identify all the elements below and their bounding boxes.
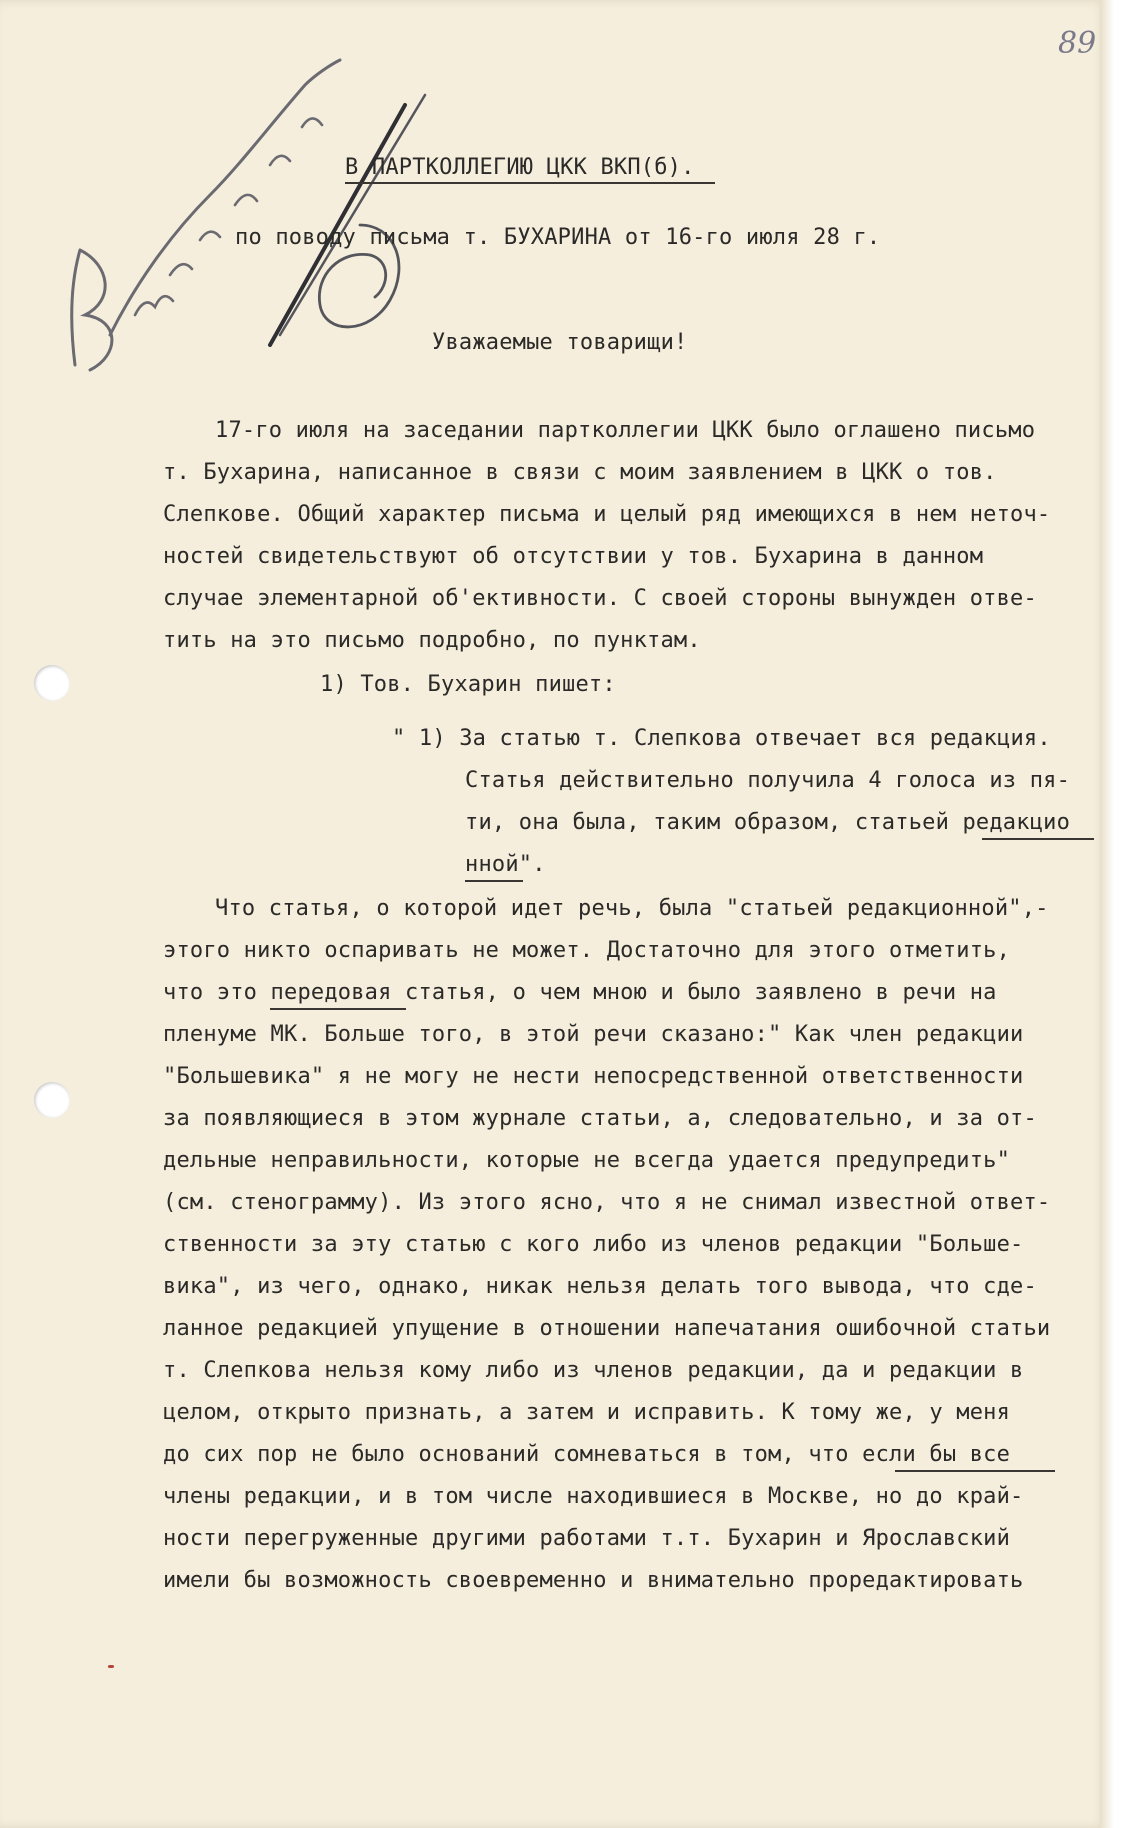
text-line: члены редакции, и в том числе находившиеся в Москве, но до край- (163, 1484, 1024, 1509)
page-edge (1100, 0, 1114, 1828)
text-line: имели бы возможность своевременно и внимательно проредактировать (163, 1568, 1024, 1593)
punch-hole (34, 665, 70, 701)
text-line: случае элементарной об'ективности. С своей стороны вынужден отве- (163, 586, 1037, 611)
quote-line: " 1) За статью т. Слепкова отвечает вся редакция. (392, 726, 1051, 751)
text-line: ственности за эту статью с кого либо из членов редакции "Больше- (163, 1232, 1024, 1257)
page-number: 89 (1058, 26, 1097, 61)
quote-line: ти, она была, таким образом, статьей редакцио (465, 810, 1071, 835)
handwritten-underline (982, 838, 1094, 840)
text-line: тить на это письмо подробно, по пунктам. (163, 628, 701, 653)
text-line: (см. стенограмму). Из этого ясно, что я не снимал известной ответ- (163, 1190, 1051, 1215)
text-line: ностей свидетельствуют об отсутствии у тов. Бухарина в данном (163, 544, 984, 569)
text-line: Слепкове. Общий характер письма и целый ряд имеющихся в нем неточ- (163, 502, 1051, 527)
text-line: что это передовая статья, о чем мною и было заявлено в речи на (163, 980, 997, 1005)
text-line: за появляющиеся в этом журнале статьи, а, следовательно, и за от- (163, 1106, 1037, 1131)
quote-line: нной". (465, 852, 546, 877)
text-line: Что статья, о которой идет речь, была "статьей редакционной",- (215, 896, 1049, 921)
text-line: т. Слепкова нельзя кому либо из членов редакции, да и редакции в (163, 1358, 1024, 1383)
text-line: 17-го июля на заседании партколлегии ЦКК было оглашено письмо (215, 418, 1036, 443)
quote-line: Статья действительно получила 4 голоса из пя- (465, 768, 1071, 793)
text-line: "Большевика" я не могу не нести непосредственной ответственности (163, 1064, 1024, 1089)
text-line: этого никто оспаривать не может. Достаточно для этого отметить, (163, 938, 1011, 963)
punch-hole (34, 1082, 70, 1118)
text-line: ланное редакцией упущение в отношении напечатания ошибочной статьи (163, 1316, 1051, 1341)
salutation: Уважаемые товарищи! (432, 330, 688, 355)
text-line: ности перегруженные другими работами т.т. Бухарин и Ярославский (163, 1526, 1011, 1551)
text-line: пленуме МК. Больше того, в этой речи сказано:" Как член редакции (163, 1022, 1024, 1047)
text-line: целом, открыто признать, а затем и исправить. К тому же, у меня (163, 1400, 1011, 1425)
handwritten-underline (465, 880, 523, 882)
text-line: вика", из чего, однако, никак нельзя делать того вывода, что сде- (163, 1274, 1037, 1299)
handwritten-underline (895, 1470, 1055, 1472)
ink-mark (108, 1665, 114, 1668)
text-line: 1) Тов. Бухарин пишет: (320, 672, 616, 697)
header-underline (345, 182, 715, 184)
text-line: т. Бухарина, написанное в связи с моим заявлением в ЦКК о тов. (163, 460, 997, 485)
text-line: дельные неправильности, которые не всегда удается предупредить" (163, 1148, 1011, 1173)
handwritten-underline (270, 1008, 406, 1010)
document-header: В ПАРТКОЛЛЕГИЮ ЦКК ВКП(б). (345, 155, 695, 180)
document-subheader: по поводу письма т. БУХАРИНА от 16-го июля 28 г. (235, 225, 881, 250)
text-line: до сих пор не было оснований сомневаться в том, что если бы все (163, 1442, 1011, 1467)
